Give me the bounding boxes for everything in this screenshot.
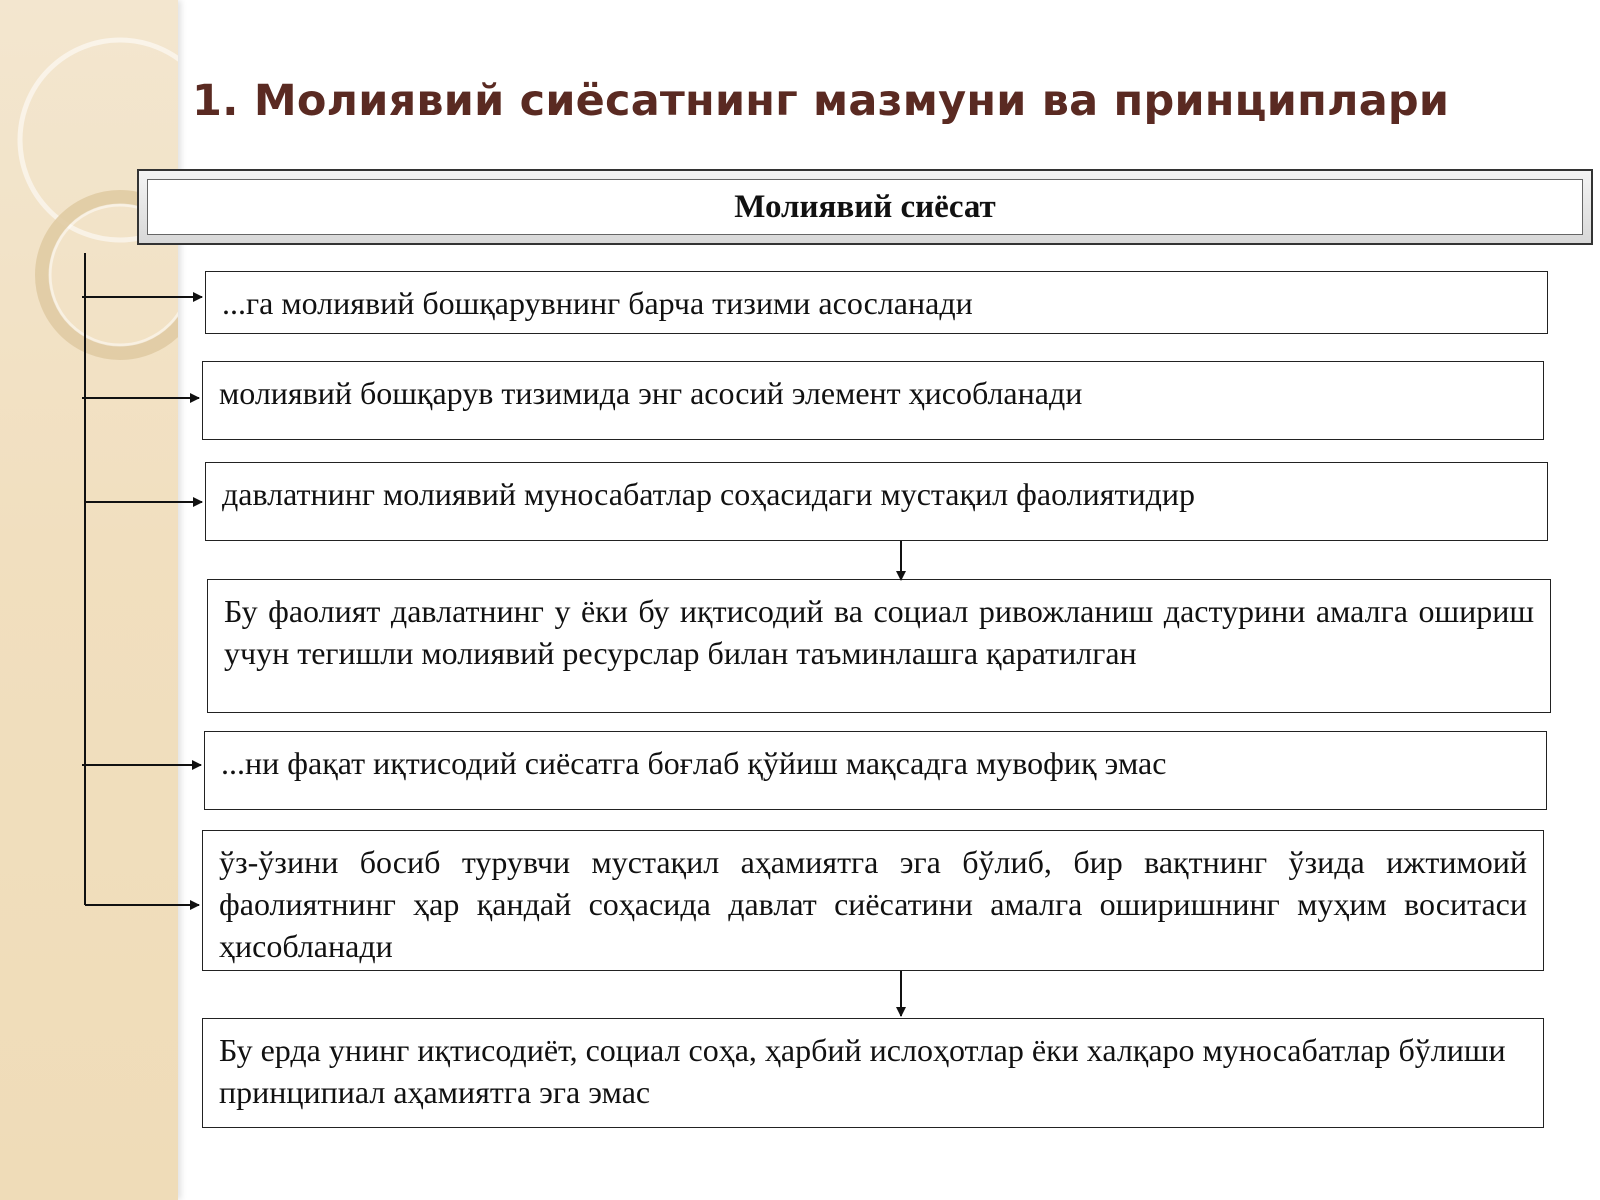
activity-explanation-box: Бу фаолият давлатнинг у ёки бу иқтисодий ва социал ривожланиш дастурини амалга ошириш учун тегишли молиявий ресурслар билан таъминлашга қаратилган — [207, 579, 1551, 713]
definition-box-2: молиявий бошқарув тизимида энг асосий элемент ҳисобланади — [202, 361, 1544, 440]
definition-box-4: ...ни фақат иқтисодий сиёсатга боғлаб қўйиш мақсадга мувофиқ эмас — [204, 731, 1547, 810]
header-label: Молиявий сиёсат — [147, 179, 1583, 235]
slide-title: 1. Молиявий сиёсатнинг мазмуни ва принциплари — [192, 76, 1450, 126]
definition-box-1: ...га молиявий бошқарувнинг барча тизими асосланади — [205, 271, 1548, 334]
definition-box-5: ўз-ўзини босиб турувчи мустақил аҳамиятга эга бўлиб, бир вақтнинг ўзида ижтимоий фаолиятнинг ҳар қандай соҳасида давлат сиёсатини амалга оширишнинг муҳим воситаси ҳисобланади — [202, 830, 1544, 971]
definition-box-3: давлатнинг молиявий муносабатлар соҳасидаги мустақил фаолиятидир — [205, 462, 1548, 541]
conclusion-box: Бу ерда унинг иқтисодиёт, социал соҳа, ҳарбий ислоҳотлар ёки халқаро муносабатлар бўлиши принципиал аҳамиятга эга эмас — [202, 1018, 1544, 1128]
